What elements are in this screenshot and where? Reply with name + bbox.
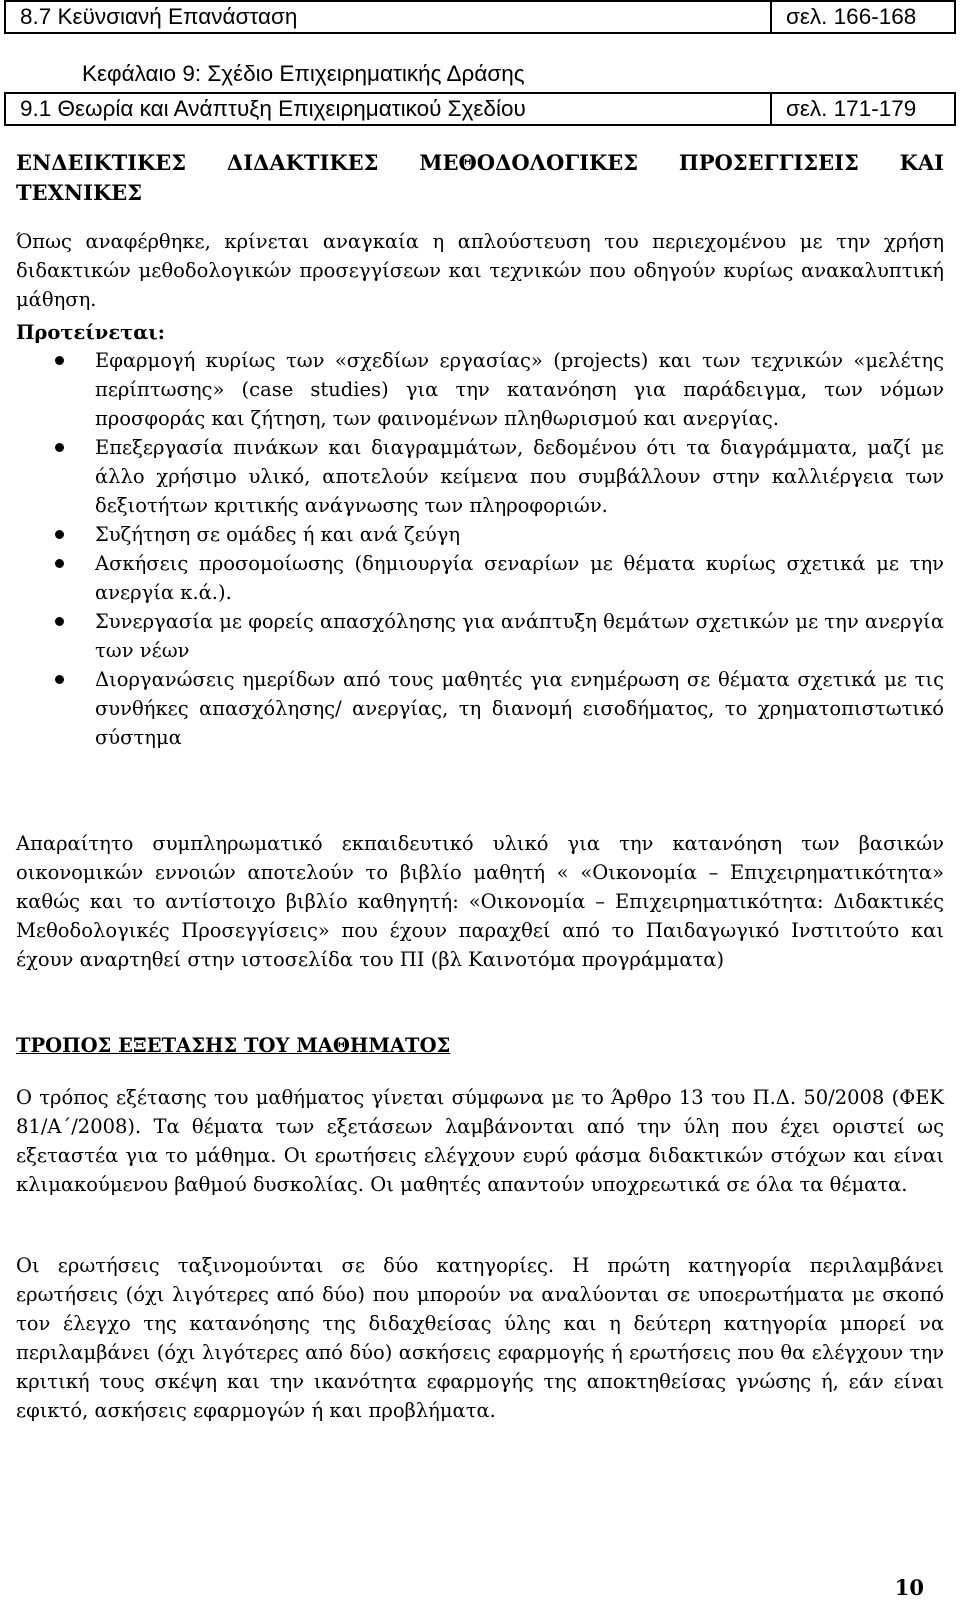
section-heading-line-2: ΤΕΧΝΙΚΕΣ: [16, 180, 143, 205]
toc-table-row-1: [4, 0, 956, 34]
toc-title: 8.7 Κεϋνσιανή Επανάσταση: [5, 1, 771, 33]
list-item-text: Ασκήσεις προσομοίωσης (δημιουργία σεναρίων με θέματα κυρίως σχετικά με την ανεργία κ.ά.).: [95, 552, 944, 604]
toc-title: 9.1 Θεωρία και Ανάπτυξη Επιχειρηματικού Σχεδίου: [5, 93, 771, 125]
list-item: [16, 607, 944, 665]
list-item: [16, 520, 944, 549]
list-item: [16, 346, 944, 433]
bullet-icon: [55, 530, 64, 539]
list-item-text: Συνεργασία με φορείς απασχόλησης για ανάπτυξη θεμάτων σχετικών με την ανεργία των νέων: [95, 610, 944, 662]
page-number: 10: [894, 1575, 924, 1600]
list-item-text: Επεξεργασία πινάκων και διαγραμμάτων, δεδομένου ότι τα διαγράμματα, μαζί με άλλο χρήσιμο υλικό, αποτελούν κείμενα που συμβάλλουν στην καλλιέργεια των δεξιοτήτων κριτικής ανάγνωσης των πληροφοριών.: [95, 436, 944, 517]
bullet-icon: [55, 356, 64, 365]
chapter-line: Κεφάλαιο 9: Σχέδιο Επιχειρηματικής Δράσης: [82, 61, 525, 86]
exam-paragraph-1: Ο τρόπος εξέτασης του μαθήματος γίνεται σύμφωνα με το Άρθρο 13 του Π.Δ. 50/2008 (ΦΕΚ 81/Α΄/2008). Τα θέματα των εξετάσεων λαμβάνονται από την ύλη που έχει οριστεί ως εξεταστέα για το μάθημα. Οι ερωτήσεις ελέγχουν ευρύ φάσμα διδακτικών στόχων και είναι κλιμακούμενου βαθμού δυσκολίας. Οι μαθητές απαντούν υποχρεωτικά σε όλα τα θέματα.: [16, 1086, 944, 1196]
bullet-icon: [55, 617, 64, 626]
toc-pages: σελ. 171-179: [771, 93, 955, 125]
bullet-list: [16, 346, 944, 752]
list-item-text: Διοργανώσεις ημερίδων από τους μαθητές για ενημέρωση σε θέματα σχετικά με τις συνθήκες απασχόλησης/ ανεργίας, τη διανομή εισοδήματος, το χρηματοπιστωτικό σύστημα: [95, 668, 944, 749]
list-item-text: Εφαρμογή κυρίως των «σχεδίων εργασίας» (projects) και των τεχνικών «μελέτης περίπτωσης» (case studies) για την κατανόηση για παράδειγμα, των νόμων προσφοράς και ζήτηση, των φαινομένων πληθωρισμού και ανεργίας.: [95, 349, 944, 430]
list-item-text: Συζήτηση σε ομάδες ή και ανά ζεύγη: [95, 523, 461, 546]
toc-table-row-2: [4, 92, 956, 126]
list-item: [16, 433, 944, 520]
bullet-icon: [55, 443, 64, 452]
list-item: [16, 549, 944, 607]
proposed-label: Προτείνεται:: [16, 321, 165, 344]
bullet-icon: [55, 559, 64, 568]
exam-paragraph-2: Οι ερωτήσεις ταξινομούνται σε δύο κατηγορίες. Η πρώτη κατηγορία περιλαμβάνει ερωτήσεις (όχι λιγότερες από δύο) που μπορούν να αναλύονται σε υποερωτήματα με σκοπό τον έλεγχο της κατανόησης της διδαχθείσας ύλης και η δεύτερη κατηγορία μπορεί να περιλαμβάνει (όχι λιγότερες από δύο) ασκήσεις εφαρμογής ή ερωτήσεις που θα ελέγχουν την κριτική τους σκέψη και την ικανότητα εφαρμογής της αποκτηθείσας γνώσης ή, εάν είναι εφικτό, ασκήσεις εφαρμογών ή και προβλήματα.: [16, 1254, 944, 1422]
intro-paragraph: Όπως αναφέρθηκε, κρίνεται αναγκαία η απλούστευση του περιεχομένου με την χρήση διδακτικών μεθοδολογικών προσεγγίσεων και τεχνικών που οδηγούν κυρίως ανακαλυπτική μάθηση.: [16, 230, 944, 311]
materials-paragraph: Απαραίτητο συμπληρωματικό εκπαιδευτικό υλικό για την κατανόηση των βασικών οικονομικών εννοιών αποτελούν το βιβλίο μαθητή « «Οικονομία – Επιχειρηματικότητα» καθώς και το αντίστοιχο βιβλίο καθηγητή: «Οικονομία – Επιχειρηματικότητα: Διδακτικές Μεθοδολογικές Προσεγγίσεις» που έχουν παραχθεί από το Παιδαγωγικό Ινστιτούτο και έχουν αναρτηθεί στην ιστοσελίδα του ΠΙ (βλ Καινοτόμα προγράμματα): [16, 832, 944, 971]
bullet-icon: [55, 675, 64, 684]
list-item: [16, 665, 944, 752]
section-heading: [16, 148, 944, 208]
section-heading-line-1: ΕΝΔΕΙΚΤΙΚΕΣ ΔΙΔΑΚΤΙΚΕΣ ΜΕΘΟΔΟΛΟΓΙΚΕΣ ΠΡΟΣΕΓΓΙΣΕΙΣ ΚΑΙ: [16, 150, 944, 175]
toc-pages: σελ. 166-168: [771, 1, 955, 33]
exam-heading: ΤΡΟΠΟΣ ΕΞΕΤΑΣΗΣ ΤΟΥ ΜΑΘΗΜΑΤΟΣ: [16, 1034, 451, 1057]
